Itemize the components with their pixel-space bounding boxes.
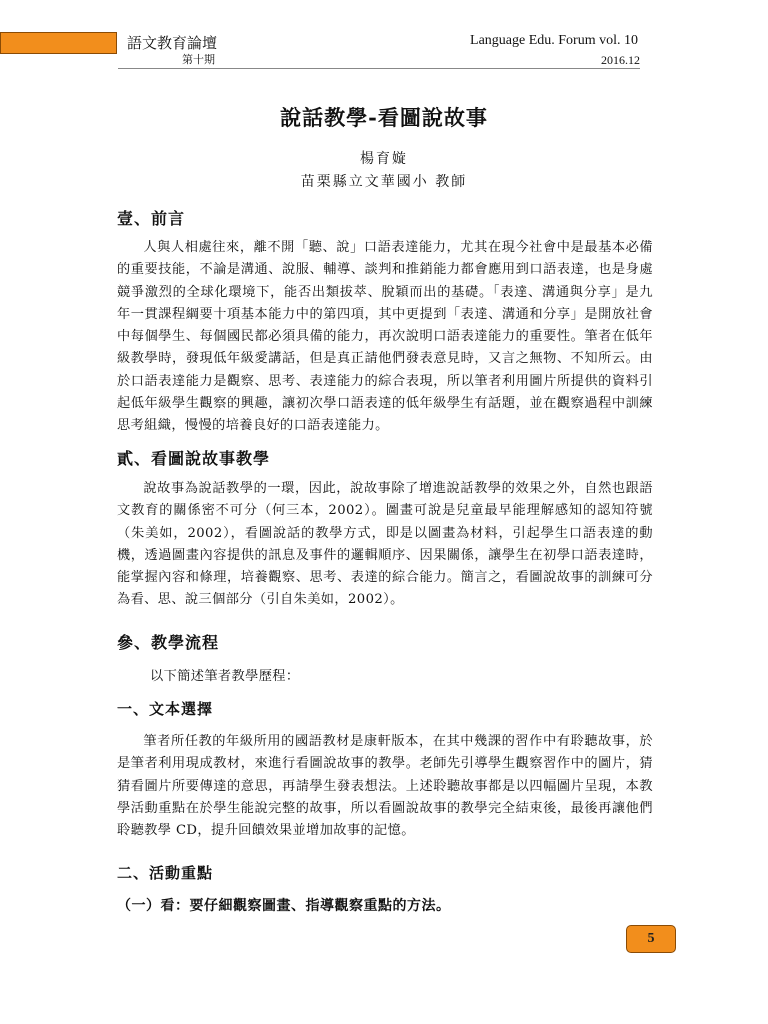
issue-date: 2016.12 — [601, 53, 640, 67]
section-heading-picture-storytelling: 貳、看圖說故事教學 — [117, 449, 271, 468]
header-divider — [118, 68, 640, 69]
issue-label-zh: 第十期 — [182, 53, 215, 66]
header-accent-bar — [0, 32, 117, 54]
journal-title-zh: 語文教育論壇 — [127, 34, 218, 52]
page-number: 5 — [626, 925, 676, 953]
journal-title-en: Language Edu. Forum vol. 10 — [470, 33, 638, 48]
section-intro-paragraph: 人與人相處往來，離不開「聽、說」口語表達能力，尤其在現今社會中是最基本必備的重要技能，不論是溝通、說服、輔導、談判和推銷能力都會應用到口語表達，也是身處競爭激烈的全球化環境下，能否出類拔萃、脫穎而出的基礎。「表達、溝通與分享」是九年一貫課程綱要十項基本能力中的第四項，其中更提到「表達、溝通和分享」是開放社會中每個學生、每個國民都必須具備的能力，再次說明口語表達能力的重要性。筆者在低年級教學時，發現低年級愛講話，但是真正請他們發表意見時，又言之無物、不知所云。由於口語表達能力是觀察、思考、表達能力的綜合表現，所以筆者利用圖片所提供的資料引起低年級學生觀察的興趣，讓初次學口語表達的低年級學生有話題，並在觀察過程中訓練思考組織，慢慢的培養良好的口語表達能力。 — [117, 240, 653, 434]
section-heading-intro: 壹、前言 — [117, 209, 186, 228]
section-heading-teaching-process: 參、教學流程 — [117, 633, 220, 652]
author-affiliation: 苗栗縣立文華國小 教師 — [300, 174, 468, 190]
section-picture-storytelling-paragraph: 說故事為說話教學的一環，因此，說故事除了增進說話教學的效果之外，自然也跟語文教育的關係密不可分（何三本，2002）。圖畫可說是兒童最早能理解感知的認知符號（朱美如，2002），看圖說話的教學方式，即是以圖畫為材料，引起學生口語表達的動機，透過圖畫內容提供的訊息及事件的邏輯順序、因果關係，讓學生在初學口語表達時，能掌握內容和條理，培養觀察、思考、表達的綜合能力。簡言之，看圖說故事的訓練可分為看、思、說三個部分（引自朱美如，2002）。 — [117, 481, 653, 608]
subsection-heading-text-selection: 一、文本選擇 — [117, 700, 214, 718]
subsection-heading-activity-focus: 二、活動重點 — [117, 864, 214, 882]
article-author: 楊育嫙 — [360, 151, 408, 167]
teaching-process-intro: 以下簡述筆者教學歷程： — [150, 669, 300, 684]
text-selection-paragraph: 筆者所任教的年級所用的國語教材是康軒版本，在其中幾課的習作中有聆聽故事，於是筆者利用現成教材，來進行看圖說故事的教學。老師先引導學生觀察習作中的圖片，猜猜看圖片所要傳達的意思，再請學生發表想法。上述聆聽故事都是以四幅圖片呈現，本教學活動重點在於學生能說完整的故事，所以看圖說故事的教學完全結束後，最後再讓他們聆聽教學 CD，提升回饋效果並增加故事的記憶。 — [117, 734, 653, 839]
article-title: 說話教學-看圖說故事 — [280, 105, 488, 130]
activity-point-look: （一）看：要仔細觀察圖畫、指導觀察重點的方法。 — [117, 898, 451, 914]
